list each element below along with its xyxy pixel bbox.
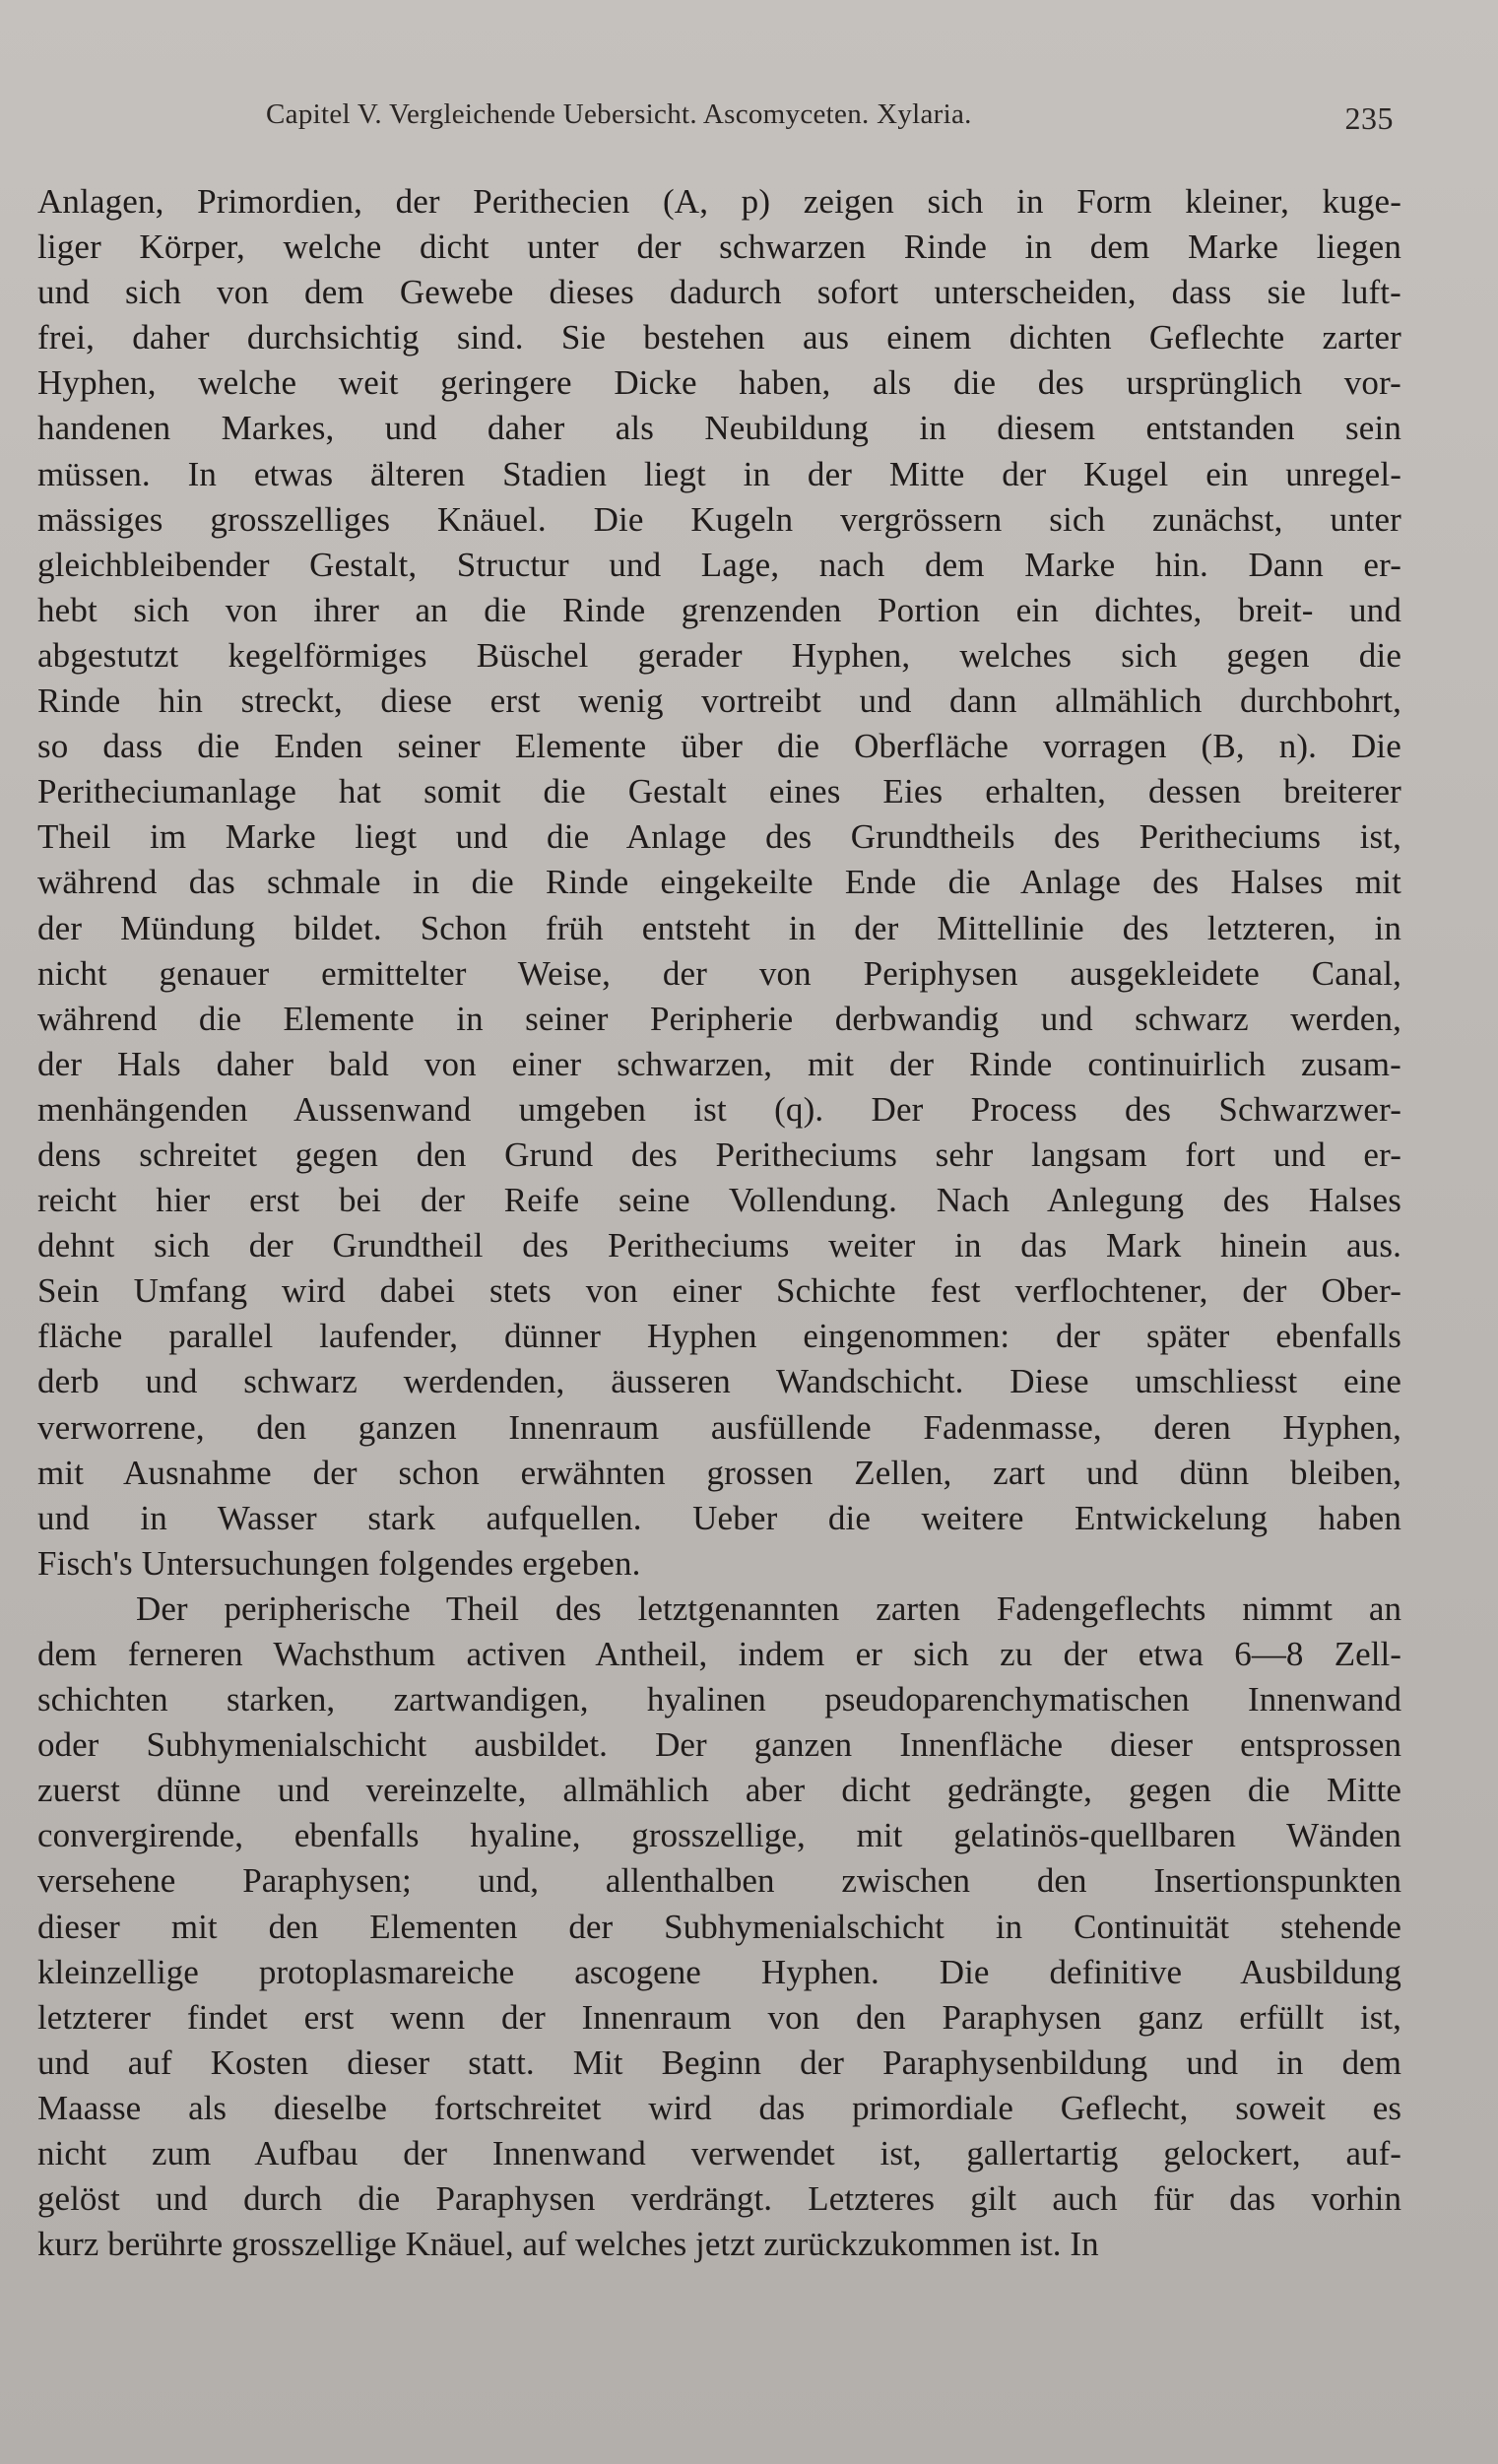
text-line: kurz berührte grosszellige Knäuel, auf welches jetzt zurückzukommen ist. In: [37, 2225, 1099, 2264]
text-line: dieser mit den Elementen der Subhymenialschicht in Continuität stehende: [37, 1907, 1401, 1946]
text-line: reicht hier erst bei der Reife seine Vollendung. Nach Anlegung des Halses: [37, 1181, 1401, 1220]
text-line: müssen. In etwas älteren Stadien liegt in der Mitte der Kugel ein unregel-: [37, 454, 1401, 493]
text-line: Fisch's Untersuchungen folgendes ergeben.: [37, 1543, 641, 1583]
text-line: frei, daher durchsichtig sind. Sie bestehen aus einem dichten Geflechte zarter: [37, 318, 1401, 357]
text-line: fläche parallel laufender, dünner Hyphen eingenommen: der später ebenfalls: [37, 1317, 1401, 1356]
page-number: 235: [1344, 100, 1394, 136]
text-line: mit Ausnahme der schon erwähnten grossen Zellen, zart und dünn bleiben,: [37, 1453, 1401, 1492]
text-line: Der peripherische Theil des letztgenannten zarten Fadengeflechts nimmt an: [136, 1589, 1401, 1628]
text-line: liger Körper, welche dicht unter der schwarzen Rinde in dem Marke liegen: [37, 227, 1401, 267]
text-line: handenen Markes, und daher als Neubildung in diesem entstanden sein: [37, 409, 1401, 448]
running-head: Capitel V. Vergleichende Uebersicht. Ascomyceten. Xylaria.: [266, 98, 972, 130]
paragraph-1: [37, 179, 1401, 1587]
text-line: hebt sich von ihrer an die Rinde grenzenden Portion ein dichtes, breit- und: [37, 590, 1401, 629]
text-line: so dass die Enden seiner Elemente über die Oberfläche vorragen (B, n). Die: [37, 727, 1401, 766]
text-line: oder Subhymenialschicht ausbildet. Der ganzen Innenfläche dieser entsprossen: [37, 1725, 1401, 1765]
page-header: [266, 98, 1394, 150]
text-line: kleinzellige protoplasmareiche ascogene Hyphen. Die definitive Ausbildung: [37, 1952, 1401, 1991]
text-line: zuerst dünne und vereinzelte, allmählich aber dicht gedrängte, gegen die Mitte: [37, 1771, 1401, 1810]
text-line: Maasse als dieselbe fortschreitet wird das primordiale Geflecht, soweit es: [37, 2088, 1401, 2127]
text-line: convergirende, ebenfalls hyaline, grosszellige, mit gelatinös-quellbaren Wänden: [37, 1816, 1401, 1855]
text-line: Sein Umfang wird dabei stets von einer Schichte fest verflochtener, der Ober-: [37, 1271, 1401, 1311]
body-text: [37, 179, 1401, 2267]
text-line: nicht zum Aufbau der Innenwand verwendet ist, gallertartig gelockert, auf-: [37, 2134, 1401, 2173]
text-line: menhängenden Aussenwand umgeben ist (q). Der Process des Schwarzwer-: [37, 1089, 1401, 1129]
text-line: mässiges grosszelliges Knäuel. Die Kugeln vergrössern sich zunächst, unter: [37, 499, 1401, 539]
text-line: abgestutzt kegelförmiges Büschel gerader Hyphen, welches sich gegen die: [37, 635, 1401, 675]
text-line: während die Elemente in seiner Peripherie derbwandig und schwarz werden,: [37, 999, 1401, 1038]
text-line: dem ferneren Wachsthum activen Antheil, indem er sich zu der etwa 6—8 Zell-: [37, 1635, 1401, 1673]
text-line: nicht genauer ermittelter Weise, der von Periphysen ausgekleidete Canal,: [37, 953, 1401, 993]
text-line: und in Wasser stark aufquellen. Ueber die weitere Entwickelung haben: [37, 1498, 1401, 1537]
text-line: verworrene, den ganzen Innenraum ausfüllende Fadenmasse, deren Hyphen,: [37, 1407, 1401, 1447]
text-line: dehnt sich der Grundtheil des Peritheciums weiter in das Mark hinein aus.: [37, 1226, 1401, 1265]
text-line: letzterer findet erst wenn der Innenraum von den Paraphysen ganz erfüllt ist,: [37, 1997, 1401, 2037]
text-line: Peritheciumanlage hat somit die Gestalt eines Eies erhalten, dessen breiterer: [37, 772, 1401, 811]
text-line: schichten starken, zartwandigen, hyalinen pseudoparenchymatischen Innenwand: [37, 1680, 1401, 1719]
text-line: dens schreitet gegen den Grund des Peritheciums sehr langsam fort und er-: [37, 1135, 1401, 1174]
text-line: versehene Paraphysen; und, allenthalben zwischen den Insertionspunkten: [37, 1861, 1401, 1901]
text-line: der Hals daher bald von einer schwarzen, mit der Rinde continuirlich zusam-: [37, 1044, 1401, 1083]
text-line: Rinde hin streckt, diese erst wenig vortreibt und dann allmählich durchbohrt,: [37, 681, 1401, 721]
text-line: gelöst und durch die Paraphysen verdrängt. Letzteres gilt auch für das vorhin: [37, 2179, 1401, 2219]
text-line: und auf Kosten dieser statt. Mit Beginn der Paraphysenbildung und in dem: [37, 2043, 1401, 2082]
text-line: Hyphen, welche weit geringere Dicke haben, als die des ursprünglich vor-: [37, 363, 1401, 403]
text-line: Theil im Marke liegt und die Anlage des Grundtheils des Peritheciums ist,: [37, 817, 1401, 857]
text-line: der Mündung bildet. Schon früh entsteht in der Mittellinie des letzteren, in: [37, 908, 1401, 947]
text-line: derb und schwarz werdenden, äusseren Wandschicht. Diese umschliesst eine: [37, 1362, 1401, 1401]
text-line: Anlagen, Primordien, der Perithecien (A, p) zeigen sich in Form kleiner, kuge-: [37, 182, 1401, 221]
text-line: und sich von dem Gewebe dieses dadurch sofort unterscheiden, dass sie luft-: [37, 273, 1401, 312]
text-line: während das schmale in die Rinde eingekeilte Ende die Anlage des Halses mit: [37, 863, 1401, 902]
text-line: gleichbleibender Gestalt, Structur und Lage, nach dem Marke hin. Dann er-: [37, 545, 1401, 584]
paragraph-2: [37, 1587, 1401, 2267]
